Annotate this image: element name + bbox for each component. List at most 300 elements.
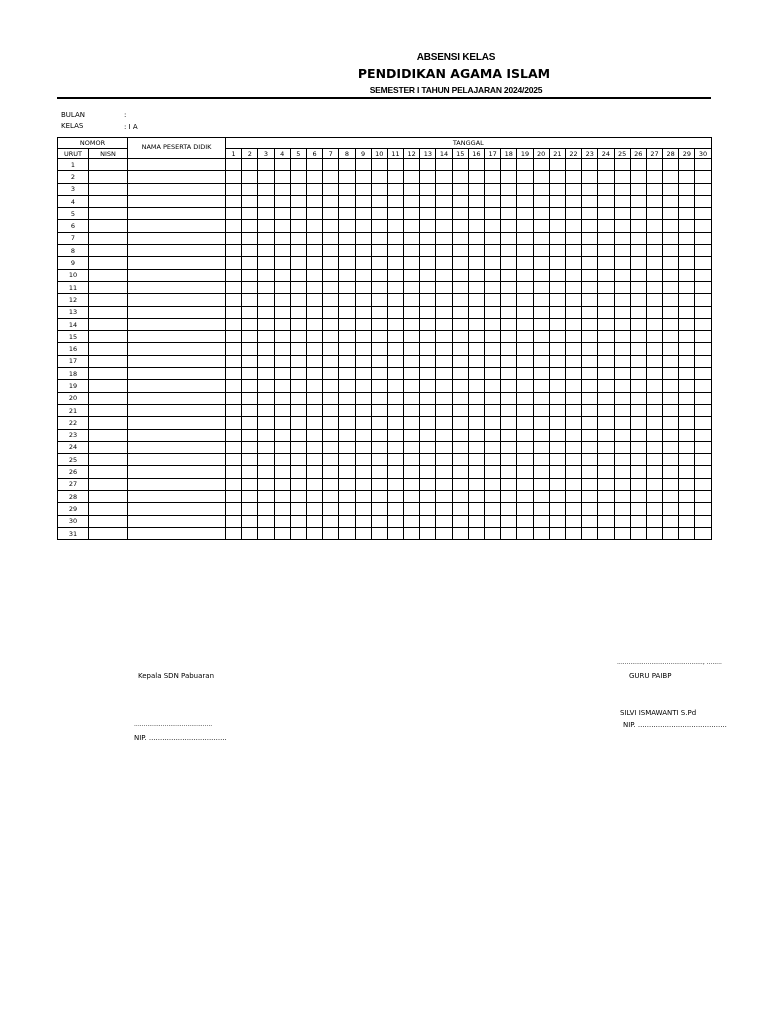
- nisn-cell: [89, 466, 128, 478]
- attendance-cell: [614, 380, 630, 392]
- attendance-cell: [226, 183, 242, 195]
- attendance-cell: [517, 441, 533, 453]
- attendance-cell: [598, 441, 614, 453]
- attendance-cell: [306, 269, 322, 281]
- table-row: [58, 232, 712, 244]
- attendance-cell: [452, 478, 468, 490]
- attendance-cell: [582, 208, 598, 220]
- attendance-cell: [501, 331, 517, 343]
- attendance-cell: [468, 195, 484, 207]
- attendance-cell: [306, 491, 322, 503]
- attendance-cell: [242, 441, 258, 453]
- attendance-cell: [582, 294, 598, 306]
- kelas-value: : I A: [124, 123, 138, 131]
- kepala-nip: NIP. ...................................: [134, 734, 227, 742]
- attendance-cell: [226, 232, 242, 244]
- attendance-cell: [485, 368, 501, 380]
- attendance-cell: [582, 220, 598, 232]
- attendance-cell: [695, 515, 711, 527]
- attendance-cell: [242, 429, 258, 441]
- attendance-cell: [387, 417, 403, 429]
- table-row: [58, 306, 712, 318]
- row-number: 23: [58, 429, 89, 441]
- attendance-cell: [371, 392, 387, 404]
- attendance-cell: [646, 503, 662, 515]
- attendance-cell: [517, 368, 533, 380]
- attendance-cell: [258, 404, 274, 416]
- attendance-cell: [598, 478, 614, 490]
- attendance-cell: [290, 380, 306, 392]
- attendance-cell: [485, 392, 501, 404]
- table-row: [58, 417, 712, 429]
- attendance-cell: [323, 404, 339, 416]
- attendance-cell: [355, 441, 371, 453]
- nisn-cell: [89, 232, 128, 244]
- attendance-cell: [274, 159, 290, 171]
- attendance-cell: [565, 392, 581, 404]
- attendance-cell: [517, 343, 533, 355]
- attendance-cell: [452, 454, 468, 466]
- attendance-cell: [582, 171, 598, 183]
- document-title: ABSENSI KELAS: [416, 52, 496, 63]
- student-name-cell: [128, 478, 226, 490]
- attendance-cell: [549, 515, 565, 527]
- attendance-cell: [630, 183, 646, 195]
- attendance-cell: [533, 220, 549, 232]
- attendance-cell: [565, 281, 581, 293]
- date-header-21: 21: [549, 149, 565, 159]
- attendance-cell: [306, 368, 322, 380]
- attendance-cell: [436, 392, 452, 404]
- attendance-cell: [630, 294, 646, 306]
- attendance-cell: [598, 171, 614, 183]
- attendance-cell: [565, 355, 581, 367]
- attendance-cell: [436, 491, 452, 503]
- nama-header: NAMA PESERTA DIDIK: [128, 138, 226, 159]
- attendance-cell: [630, 380, 646, 392]
- attendance-cell: [533, 318, 549, 330]
- attendance-cell: [646, 491, 662, 503]
- attendance-cell: [549, 159, 565, 171]
- attendance-cell: [598, 331, 614, 343]
- attendance-cell: [306, 232, 322, 244]
- attendance-cell: [517, 257, 533, 269]
- attendance-cell: [663, 195, 679, 207]
- attendance-cell: [452, 306, 468, 318]
- attendance-cell: [226, 417, 242, 429]
- attendance-cell: [646, 269, 662, 281]
- attendance-cell: [533, 491, 549, 503]
- attendance-cell: [549, 245, 565, 257]
- attendance-cell: [274, 171, 290, 183]
- attendance-cell: [646, 318, 662, 330]
- attendance-cell: [565, 331, 581, 343]
- attendance-cell: [517, 478, 533, 490]
- attendance-cell: [452, 220, 468, 232]
- attendance-cell: [646, 429, 662, 441]
- attendance-cell: [695, 245, 711, 257]
- attendance-cell: [614, 417, 630, 429]
- attendance-cell: [355, 318, 371, 330]
- date-header-27: 27: [646, 149, 662, 159]
- attendance-cell: [258, 417, 274, 429]
- attendance-cell: [242, 281, 258, 293]
- attendance-cell: [630, 392, 646, 404]
- guru-name: SILVI ISMAWANTI S.Pd: [620, 709, 697, 717]
- attendance-cell: [565, 503, 581, 515]
- student-name-cell: [128, 171, 226, 183]
- attendance-cell: [517, 454, 533, 466]
- attendance-cell: [404, 392, 420, 404]
- attendance-cell: [614, 503, 630, 515]
- attendance-cell: [614, 220, 630, 232]
- attendance-cell: [517, 245, 533, 257]
- attendance-cell: [420, 478, 436, 490]
- attendance-cell: [565, 171, 581, 183]
- attendance-cell: [404, 208, 420, 220]
- attendance-cell: [436, 355, 452, 367]
- attendance-cell: [485, 294, 501, 306]
- nisn-cell: [89, 478, 128, 490]
- attendance-cell: [339, 294, 355, 306]
- attendance-cell: [549, 294, 565, 306]
- attendance-cell: [663, 478, 679, 490]
- row-number: 3: [58, 183, 89, 195]
- table-row: [58, 515, 712, 527]
- attendance-cell: [598, 380, 614, 392]
- attendance-cell: [387, 294, 403, 306]
- attendance-cell: [598, 245, 614, 257]
- attendance-cell: [226, 466, 242, 478]
- student-name-cell: [128, 306, 226, 318]
- table-row: [58, 491, 712, 503]
- attendance-cell: [679, 429, 695, 441]
- date-header-9: 9: [355, 149, 371, 159]
- attendance-cell: [306, 281, 322, 293]
- attendance-cell: [323, 208, 339, 220]
- attendance-cell: [549, 527, 565, 539]
- attendance-cell: [663, 503, 679, 515]
- attendance-cell: [258, 429, 274, 441]
- attendance-cell: [306, 183, 322, 195]
- attendance-cell: [226, 306, 242, 318]
- attendance-cell: [695, 171, 711, 183]
- attendance-cell: [226, 208, 242, 220]
- attendance-cell: [533, 245, 549, 257]
- attendance-cell: [436, 294, 452, 306]
- attendance-cell: [468, 159, 484, 171]
- attendance-cell: [614, 429, 630, 441]
- row-number: 22: [58, 417, 89, 429]
- attendance-cell: [533, 159, 549, 171]
- attendance-cell: [533, 527, 549, 539]
- attendance-cell: [323, 269, 339, 281]
- attendance-cell: [533, 392, 549, 404]
- attendance-cell: [387, 232, 403, 244]
- date-header-11: 11: [387, 149, 403, 159]
- attendance-cell: [452, 281, 468, 293]
- attendance-cell: [436, 208, 452, 220]
- attendance-cell: [436, 245, 452, 257]
- attendance-cell: [226, 380, 242, 392]
- attendance-cell: [290, 208, 306, 220]
- attendance-cell: [420, 208, 436, 220]
- attendance-cell: [436, 527, 452, 539]
- attendance-cell: [306, 441, 322, 453]
- row-number: 6: [58, 220, 89, 232]
- attendance-cell: [533, 355, 549, 367]
- attendance-cell: [420, 429, 436, 441]
- attendance-cell: [274, 269, 290, 281]
- attendance-cell: [274, 441, 290, 453]
- attendance-cell: [258, 343, 274, 355]
- attendance-cell: [679, 392, 695, 404]
- attendance-cell: [630, 454, 646, 466]
- attendance-cell: [646, 220, 662, 232]
- attendance-cell: [517, 183, 533, 195]
- student-name-cell: [128, 380, 226, 392]
- attendance-cell: [371, 503, 387, 515]
- attendance-cell: [226, 331, 242, 343]
- attendance-cell: [598, 294, 614, 306]
- nisn-cell: [89, 306, 128, 318]
- attendance-cell: [226, 368, 242, 380]
- attendance-cell: [420, 527, 436, 539]
- table-row: [58, 368, 712, 380]
- attendance-cell: [226, 355, 242, 367]
- guru-nip: NIP. ........................................: [623, 721, 727, 729]
- attendance-cell: [565, 220, 581, 232]
- attendance-cell: [242, 515, 258, 527]
- attendance-cell: [387, 343, 403, 355]
- table-row: [58, 343, 712, 355]
- attendance-cell: [679, 355, 695, 367]
- attendance-cell: [242, 343, 258, 355]
- attendance-cell: [533, 171, 549, 183]
- attendance-cell: [258, 466, 274, 478]
- attendance-cell: [436, 368, 452, 380]
- attendance-cell: [582, 355, 598, 367]
- row-number: 19: [58, 380, 89, 392]
- attendance-cell: [582, 306, 598, 318]
- attendance-cell: [226, 281, 242, 293]
- attendance-cell: [598, 281, 614, 293]
- attendance-cell: [679, 417, 695, 429]
- attendance-cell: [663, 454, 679, 466]
- student-name-cell: [128, 454, 226, 466]
- attendance-cell: [290, 195, 306, 207]
- attendance-cell: [404, 195, 420, 207]
- attendance-cell: [614, 208, 630, 220]
- attendance-cell: [355, 380, 371, 392]
- attendance-cell: [630, 208, 646, 220]
- table-row: [58, 208, 712, 220]
- attendance-cell: [387, 331, 403, 343]
- attendance-cell: [485, 208, 501, 220]
- attendance-cell: [679, 404, 695, 416]
- attendance-cell: [242, 269, 258, 281]
- attendance-cell: [614, 527, 630, 539]
- row-number: 27: [58, 478, 89, 490]
- attendance-cell: [306, 208, 322, 220]
- attendance-cell: [485, 380, 501, 392]
- attendance-cell: [630, 269, 646, 281]
- attendance-cell: [695, 404, 711, 416]
- date-header-28: 28: [663, 149, 679, 159]
- attendance-cell: [565, 269, 581, 281]
- attendance-cell: [582, 478, 598, 490]
- attendance-cell: [549, 281, 565, 293]
- attendance-cell: [387, 318, 403, 330]
- date-header-29: 29: [679, 149, 695, 159]
- attendance-cell: [485, 232, 501, 244]
- attendance-cell: [339, 257, 355, 269]
- attendance-cell: [290, 355, 306, 367]
- attendance-cell: [663, 417, 679, 429]
- attendance-cell: [598, 503, 614, 515]
- attendance-cell: [420, 183, 436, 195]
- attendance-cell: [695, 380, 711, 392]
- attendance-cell: [533, 269, 549, 281]
- attendance-cell: [258, 478, 274, 490]
- attendance-cell: [614, 404, 630, 416]
- attendance-cell: [420, 269, 436, 281]
- attendance-cell: [468, 318, 484, 330]
- attendance-cell: [323, 368, 339, 380]
- nisn-cell: [89, 208, 128, 220]
- attendance-cell: [306, 392, 322, 404]
- attendance-cell: [371, 478, 387, 490]
- nomor-header: NOMOR: [58, 138, 128, 149]
- attendance-cell: [614, 245, 630, 257]
- attendance-cell: [387, 195, 403, 207]
- attendance-cell: [614, 232, 630, 244]
- attendance-cell: [549, 478, 565, 490]
- attendance-cell: [485, 441, 501, 453]
- attendance-cell: [452, 466, 468, 478]
- attendance-cell: [468, 368, 484, 380]
- attendance-cell: [582, 454, 598, 466]
- nisn-cell: [89, 417, 128, 429]
- attendance-cell: [468, 294, 484, 306]
- attendance-cell: [290, 515, 306, 527]
- attendance-cell: [663, 294, 679, 306]
- student-name-cell: [128, 294, 226, 306]
- attendance-cell: [630, 331, 646, 343]
- attendance-cell: [420, 380, 436, 392]
- attendance-cell: [468, 515, 484, 527]
- attendance-cell: [242, 466, 258, 478]
- attendance-cell: [646, 515, 662, 527]
- attendance-cell: [371, 491, 387, 503]
- attendance-cell: [468, 232, 484, 244]
- attendance-cell: [468, 306, 484, 318]
- attendance-cell: [420, 355, 436, 367]
- attendance-cell: [404, 404, 420, 416]
- nisn-cell: [89, 368, 128, 380]
- attendance-cell: [598, 527, 614, 539]
- attendance-cell: [501, 491, 517, 503]
- attendance-cell: [387, 503, 403, 515]
- attendance-cell: [695, 208, 711, 220]
- attendance-cell: [598, 355, 614, 367]
- attendance-cell: [646, 404, 662, 416]
- attendance-cell: [646, 355, 662, 367]
- attendance-cell: [290, 232, 306, 244]
- attendance-cell: [679, 380, 695, 392]
- attendance-cell: [679, 257, 695, 269]
- date-header-10: 10: [371, 149, 387, 159]
- attendance-cell: [630, 318, 646, 330]
- attendance-cell: [468, 331, 484, 343]
- attendance-cell: [630, 527, 646, 539]
- student-name-cell: [128, 281, 226, 293]
- attendance-cell: [387, 306, 403, 318]
- attendance-cell: [258, 195, 274, 207]
- attendance-cell: [387, 368, 403, 380]
- attendance-cell: [306, 331, 322, 343]
- attendance-cell: [355, 331, 371, 343]
- attendance-cell: [582, 429, 598, 441]
- attendance-cell: [695, 331, 711, 343]
- attendance-cell: [695, 503, 711, 515]
- attendance-cell: [630, 355, 646, 367]
- attendance-cell: [468, 392, 484, 404]
- attendance-cell: [306, 159, 322, 171]
- attendance-cell: [549, 269, 565, 281]
- attendance-cell: [452, 171, 468, 183]
- attendance-cell: [387, 171, 403, 183]
- attendance-cell: [306, 171, 322, 183]
- attendance-cell: [598, 454, 614, 466]
- attendance-cell: [582, 245, 598, 257]
- attendance-cell: [646, 331, 662, 343]
- attendance-cell: [226, 478, 242, 490]
- attendance-cell: [614, 171, 630, 183]
- attendance-cell: [533, 257, 549, 269]
- date-header-6: 6: [306, 149, 322, 159]
- attendance-cell: [663, 281, 679, 293]
- student-name-cell: [128, 417, 226, 429]
- attendance-cell: [501, 232, 517, 244]
- attendance-cell: [485, 269, 501, 281]
- row-number: 5: [58, 208, 89, 220]
- attendance-cell: [695, 527, 711, 539]
- attendance-cell: [695, 318, 711, 330]
- tanggal-header: TANGGAL: [226, 138, 712, 149]
- attendance-cell: [549, 466, 565, 478]
- attendance-cell: [452, 355, 468, 367]
- attendance-cell: [614, 318, 630, 330]
- attendance-cell: [258, 208, 274, 220]
- attendance-cell: [549, 429, 565, 441]
- nisn-cell: [89, 195, 128, 207]
- attendance-cell: [258, 331, 274, 343]
- attendance-cell: [274, 281, 290, 293]
- attendance-cell: [646, 183, 662, 195]
- attendance-cell: [663, 368, 679, 380]
- attendance-cell: [598, 232, 614, 244]
- nisn-cell: [89, 355, 128, 367]
- attendance-cell: [339, 183, 355, 195]
- row-number: 29: [58, 503, 89, 515]
- attendance-cell: [339, 220, 355, 232]
- attendance-cell: [630, 417, 646, 429]
- attendance-cell: [339, 306, 355, 318]
- attendance-cell: [387, 159, 403, 171]
- attendance-cell: [598, 491, 614, 503]
- attendance-cell: [242, 527, 258, 539]
